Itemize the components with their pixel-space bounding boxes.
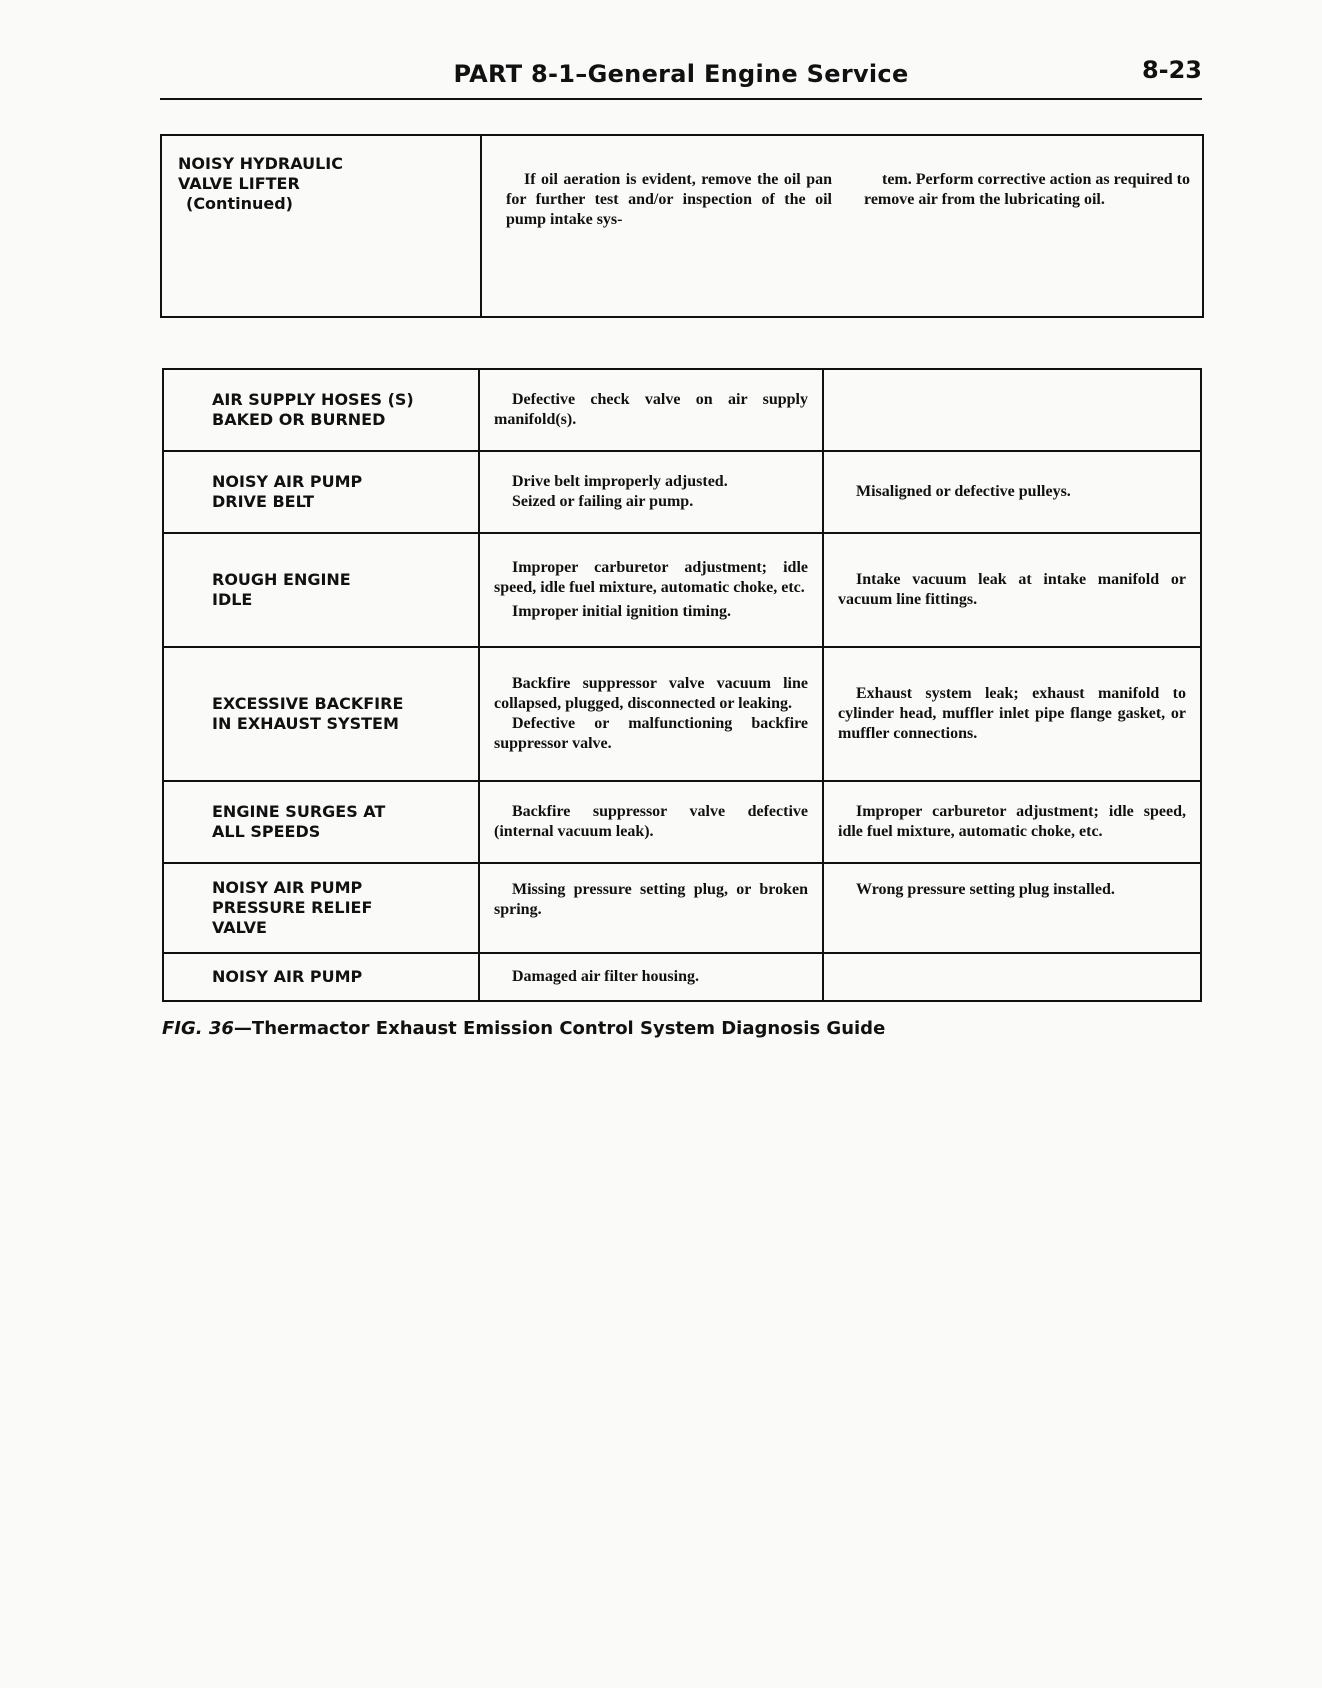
- table-row: [163, 369, 1201, 451]
- condition-line: PRESSURE RELIEF: [212, 898, 373, 917]
- condition-cell: [163, 533, 479, 647]
- table-row: [163, 781, 1201, 863]
- cause-text: Improper initial ignition timing.: [512, 603, 731, 620]
- page-header: [160, 52, 1202, 100]
- condition-line: NOISY AIR PUMP: [212, 967, 363, 986]
- condition-line: ALL SPEEDS: [212, 822, 321, 841]
- condition-cell: [163, 863, 479, 953]
- action-cell: [823, 953, 1201, 1001]
- cause-cell: [479, 863, 823, 953]
- figure-caption: [162, 1018, 885, 1039]
- diagnosis-table: [162, 368, 1202, 1002]
- condition-line: NOISY AIR PUMP: [212, 472, 363, 491]
- condition-line: ROUGH ENGINE: [212, 570, 351, 589]
- action-text: Misaligned or defective pulleys.: [856, 483, 1071, 500]
- action-text: Wrong pressure setting plug installed.: [856, 881, 1115, 898]
- procedure-text-left: If oil aeration is evident, remove the oil pan for further test and/or inspection of the oil pump intake sys-: [506, 171, 832, 228]
- cause-cell: [479, 953, 823, 1001]
- action-cell: [823, 781, 1201, 863]
- condition-cell: [163, 451, 479, 533]
- action-text: Intake vacuum leak at intake manifold or vacuum line fittings.: [838, 571, 1186, 608]
- cause-text: Damaged air filter housing.: [512, 968, 699, 985]
- figure-label: FIG. 36: [162, 1018, 234, 1039]
- condition-cell: [163, 781, 479, 863]
- condition-line: VALVE LIFTER: [178, 174, 300, 193]
- condition-line: (Continued): [186, 194, 293, 213]
- condition-line: ENGINE SURGES AT: [212, 802, 386, 821]
- cause-cell: [479, 451, 823, 533]
- table-row: [163, 533, 1201, 647]
- cause-cell: [479, 781, 823, 863]
- condition-line: VALVE: [212, 918, 267, 937]
- condition-line: AIR SUPPLY HOSES (S): [212, 390, 414, 409]
- cause-cell: [479, 533, 823, 647]
- action-text: Improper carburetor adjustment; idle speed, idle fuel mixture, automatic choke, etc.: [838, 803, 1186, 840]
- cause-text: Missing pressure setting plug, or broken spring.: [494, 881, 808, 918]
- action-cell: [823, 647, 1201, 781]
- cause-text: Backfire suppressor valve vacuum line collapsed, plugged, disconnected or leaking.: [494, 675, 808, 712]
- cause-text: Backfire suppressor valve defective (internal vacuum leak).: [494, 803, 808, 840]
- condition-cell: [163, 953, 479, 1001]
- condition-line: IDLE: [212, 590, 253, 609]
- condition-line: NOISY HYDRAULIC: [178, 154, 343, 173]
- procedure-text-right: tem. Perform corrective action as required to remove air from the lubricating oil.: [864, 171, 1190, 208]
- action-cell: [823, 863, 1201, 953]
- cause-text: Seized or failing air pump.: [512, 493, 694, 510]
- condition-line: DRIVE BELT: [212, 492, 315, 511]
- condition-line: IN EXHAUST SYSTEM: [212, 714, 399, 733]
- action-cell: [823, 533, 1201, 647]
- page-number: 8-23: [1141, 56, 1202, 84]
- condition-cell: [161, 135, 481, 317]
- condition-line: BAKED OR BURNED: [212, 410, 386, 429]
- action-cell: [823, 451, 1201, 533]
- table-row: [163, 647, 1201, 781]
- procedure-cell: [481, 135, 1203, 317]
- cause-cell: [479, 647, 823, 781]
- continued-diagnosis-table: [160, 134, 1204, 318]
- table-row: [163, 953, 1201, 1001]
- cause-cell: [479, 369, 823, 451]
- condition-cell: [163, 369, 479, 451]
- table-row: [161, 135, 1203, 317]
- table-row: [163, 863, 1201, 953]
- figure-caption-text: —Thermactor Exhaust Emission Control System Diagnosis Guide: [233, 1018, 886, 1039]
- page-title: PART 8-1–General Engine Service: [453, 60, 909, 88]
- condition-line: NOISY AIR PUMP: [212, 878, 363, 897]
- condition-cell: [163, 647, 479, 781]
- cause-text: Drive belt improperly adjusted.: [512, 473, 728, 490]
- action-cell: [823, 369, 1201, 451]
- action-text: Exhaust system leak; exhaust manifold to cylinder head, muffler inlet pipe flange gasket, or muffler connections.: [838, 685, 1186, 742]
- condition-line: EXCESSIVE BACKFIRE: [212, 694, 404, 713]
- table-row: [163, 451, 1201, 533]
- cause-text: Defective or malfunctioning backfire suppressor valve.: [494, 715, 808, 752]
- cause-text: Improper carburetor adjustment; idle speed, idle fuel mixture, automatic choke, etc.: [494, 559, 808, 596]
- cause-text: Defective check valve on air supply manifold(s).: [494, 391, 808, 428]
